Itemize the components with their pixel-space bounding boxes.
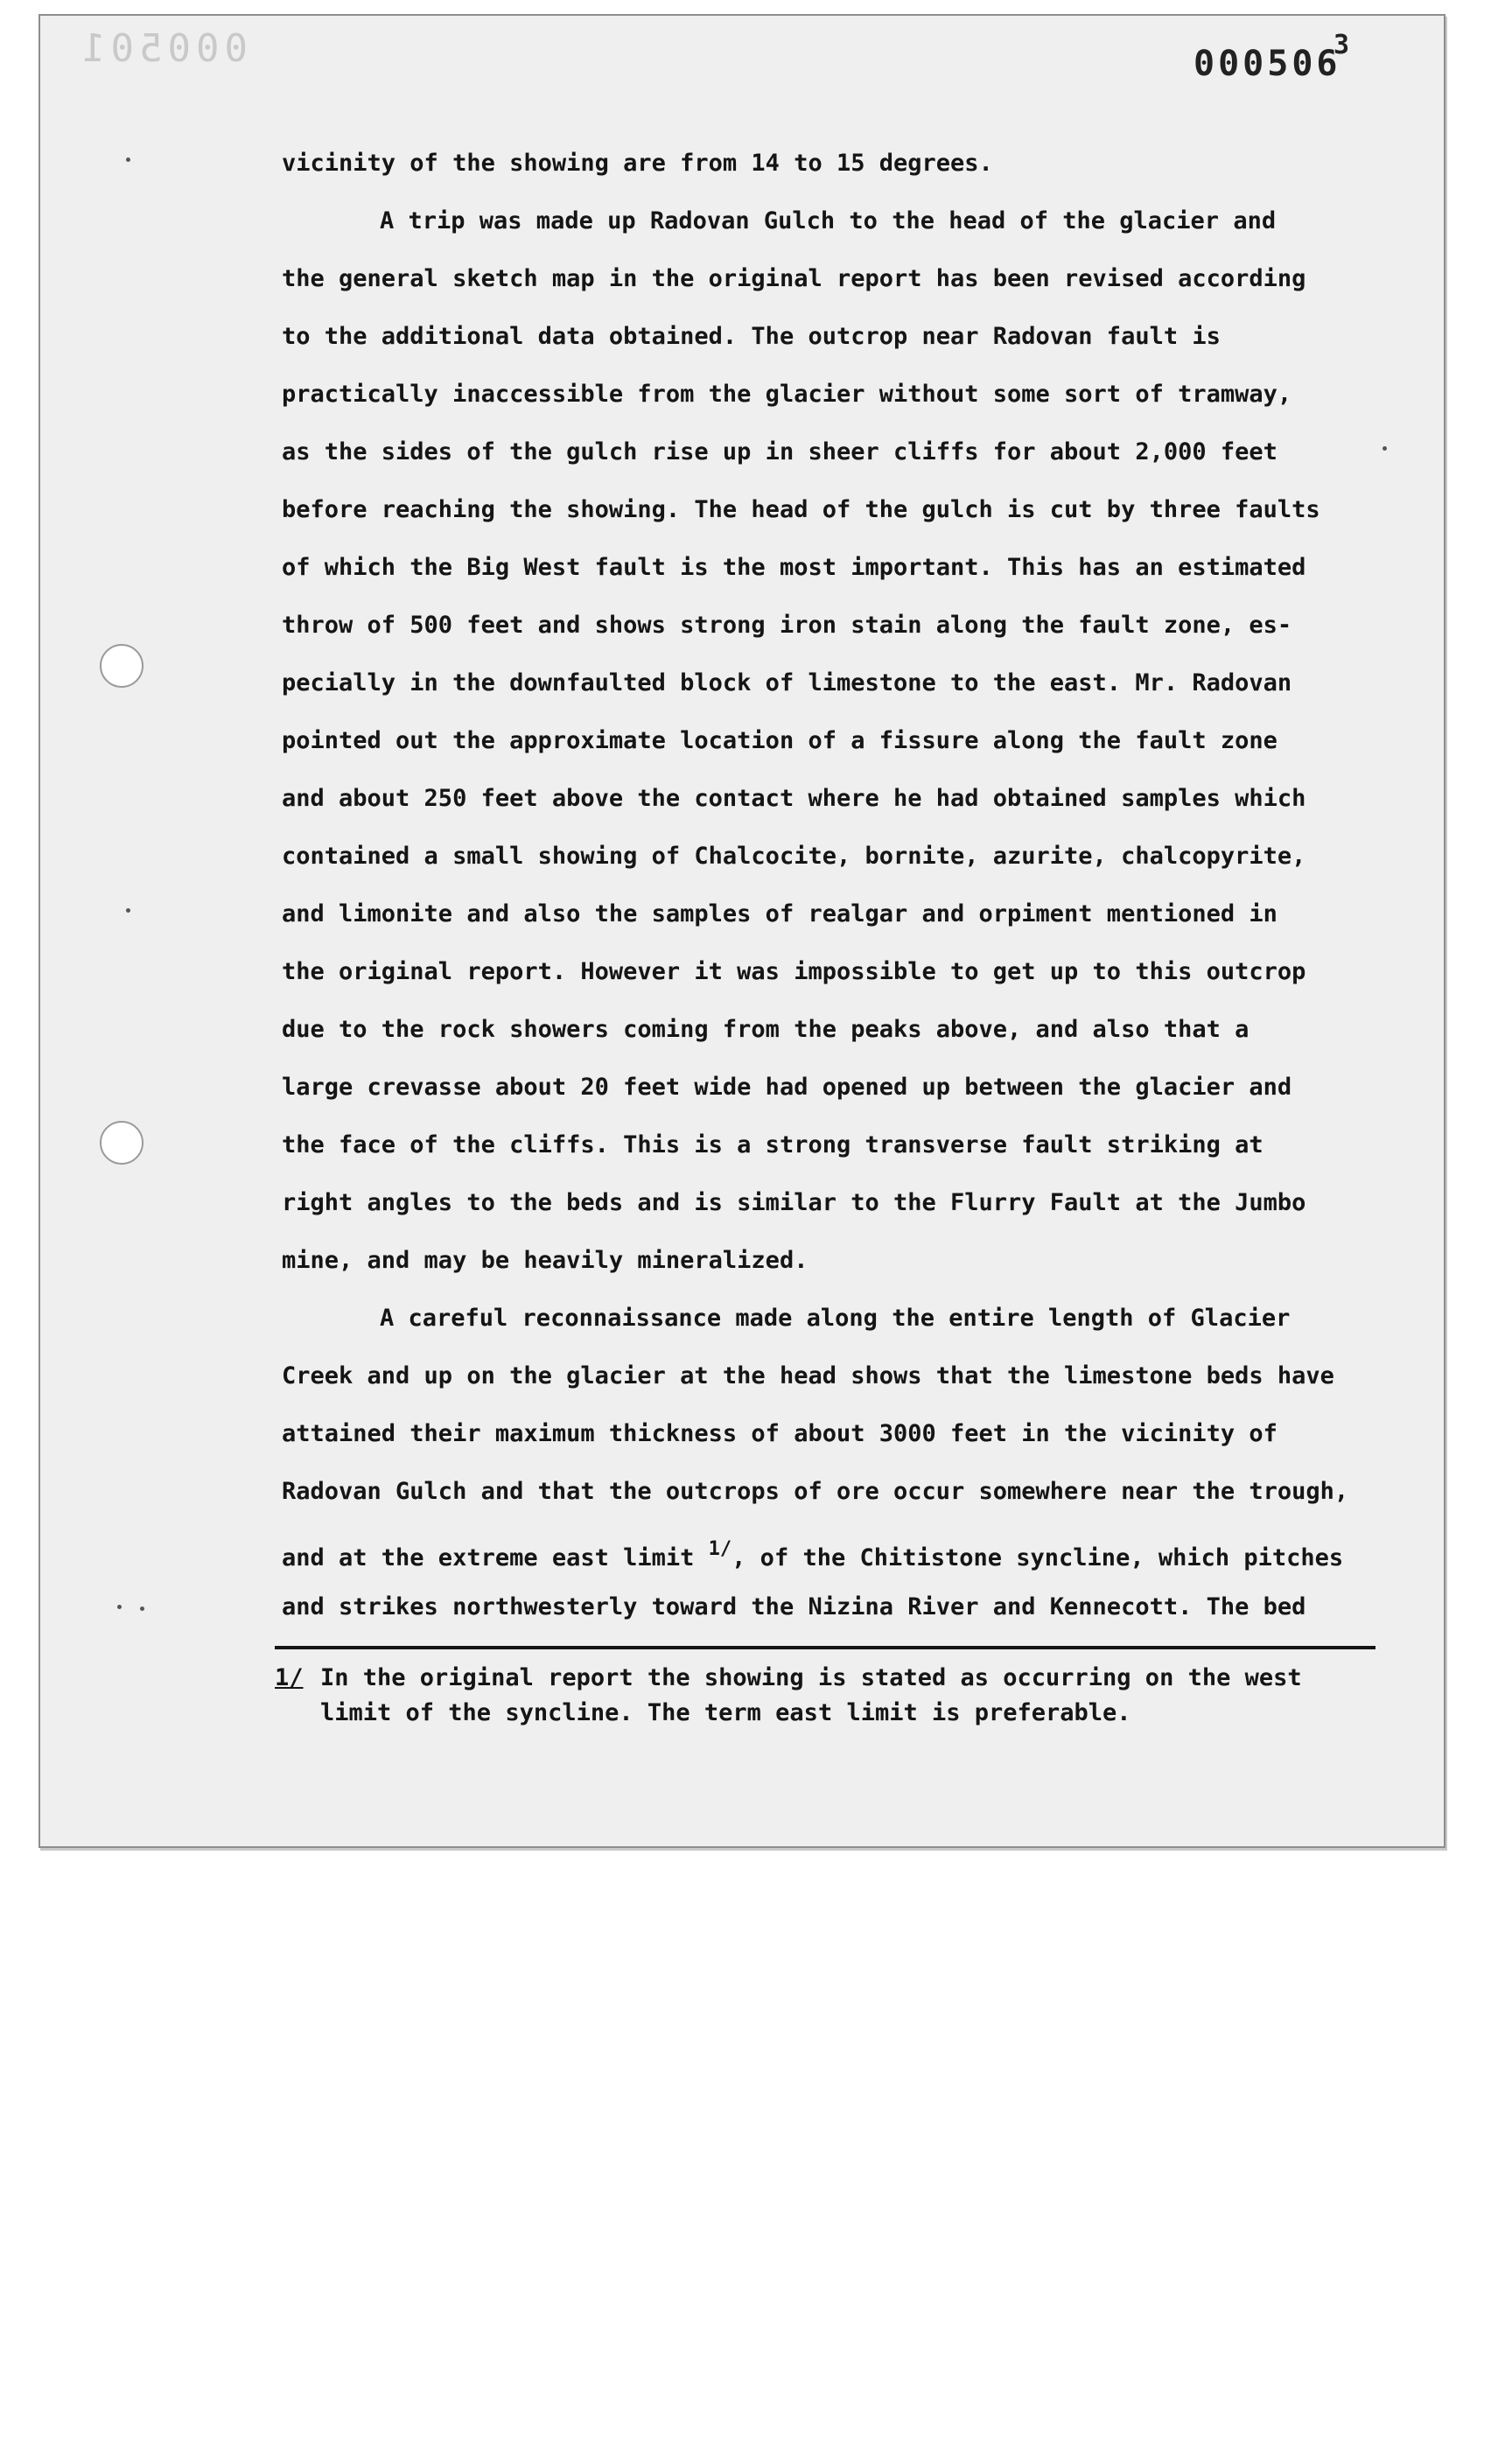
text-line: the face of the cliffs. This is a strong transverse fault striking at xyxy=(282,1131,1264,1158)
text-line: pecially in the downfaulted block of limestone to the east. Mr. Radovan xyxy=(282,669,1292,696)
footnote-marker: 1/ xyxy=(275,1664,304,1691)
text-fragment: and at the extreme east limit xyxy=(282,1544,695,1572)
speck-icon xyxy=(126,908,130,913)
text-line: large crevasse about 20 feet wide had opened up between the glacier and xyxy=(282,1074,1292,1101)
text-line: throw of 500 feet and shows strong iron stain along the fault zone, es- xyxy=(282,612,1292,639)
page-number-suffix: 6 xyxy=(1316,44,1341,84)
text-line: Creek and up on the glacier at the head shows that the limestone beds have xyxy=(282,1362,1334,1390)
text-line: the original report. However it was impossible to get up to this outcrop xyxy=(282,958,1306,985)
text-line: the general sketch map in the original report has been revised according xyxy=(282,265,1306,292)
punch-hole-icon xyxy=(100,1121,144,1165)
text-line: as the sides of the gulch rise up in sheer cliffs for about 2,000 feet xyxy=(282,438,1278,466)
page-number-superscript: 3 xyxy=(1334,30,1350,60)
text-line: right angles to the beds and is similar to the Flurry Fault at the Jumbo xyxy=(282,1189,1306,1216)
body-text xyxy=(282,135,1384,1636)
text-line: and limonite and also the samples of realgar and orpiment mentioned in xyxy=(282,900,1278,928)
text-line: Radovan Gulch and that the outcrops of ore occur somewhere near the trough, xyxy=(282,1478,1349,1505)
text-line: due to the rock showers coming from the peaks above, and also that a xyxy=(282,1016,1250,1043)
text-line: to the additional data obtained. The outcrop near Radovan fault is xyxy=(282,323,1221,350)
text-line xyxy=(282,1521,1384,1578)
text-fragment: , of the Chitistone syncline, which pitches xyxy=(732,1544,1344,1572)
text-line: A careful reconnaissance made along the entire length of Glacier xyxy=(380,1305,1291,1332)
page-number xyxy=(1194,44,1341,84)
text-line: mine, and may be heavily mineralized. xyxy=(282,1247,808,1274)
text-line: pointed out the approximate location of a fissure along the fault zone xyxy=(282,727,1278,754)
speck-icon xyxy=(140,1606,144,1611)
footnote xyxy=(275,1661,1377,1731)
footnote-line: In the original report the showing is stated as occurring on the west xyxy=(320,1664,1302,1691)
speck-icon xyxy=(126,158,130,162)
text-line: attained their maximum thickness of about 3000 feet in the vicinity of xyxy=(282,1420,1278,1447)
text-line: and strikes northwesterly toward the Nizina River and Kennecott. The bed xyxy=(282,1593,1306,1620)
speck-icon xyxy=(117,1605,122,1609)
text-line: vicinity of the showing are from 14 to 15 degrees. xyxy=(282,150,993,177)
text-line: and about 250 feet above the contact where he had obtained samples which xyxy=(282,785,1306,812)
text-line: contained a small showing of Chalcocite, bornite, azurite, chalcopyrite, xyxy=(282,843,1306,870)
bleed-through-page-number: 000501 xyxy=(77,26,248,71)
text-line: A trip was made up Radovan Gulch to the head of the glacier and xyxy=(380,207,1277,234)
footnote-reference: 1/ xyxy=(708,1538,732,1560)
punch-hole-icon xyxy=(100,644,144,688)
footnote-line: limit of the syncline. The term east limit is preferable. xyxy=(320,1699,1131,1726)
footnote-divider xyxy=(275,1646,1376,1649)
text-line: of which the Big West fault is the most important. This has an estimated xyxy=(282,554,1306,581)
text-line: before reaching the showing. The head of the gulch is cut by three faults xyxy=(282,496,1320,523)
page-number-main: 00050 xyxy=(1194,44,1317,84)
text-line: practically inaccessible from the glacier without some sort of tramway, xyxy=(282,381,1292,408)
